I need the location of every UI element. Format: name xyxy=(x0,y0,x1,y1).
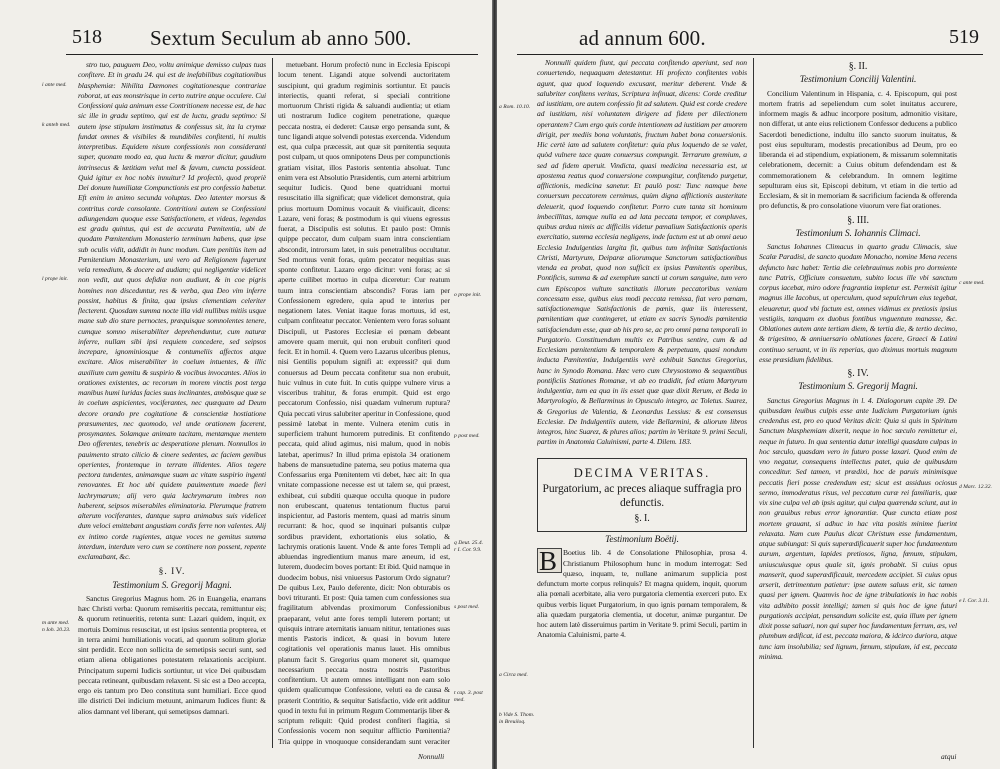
section-title: Testimonium Boëtij. xyxy=(605,535,679,545)
left-margin-note: q Deut. 25.4. r I. Cor. 9.9. xyxy=(454,540,484,553)
section-number: §. IV. xyxy=(158,567,186,578)
section-title: Testimonium S. Gregorij Magni. xyxy=(798,382,918,393)
right-column-divider xyxy=(753,58,754,748)
right-margin-note: c ante med. xyxy=(959,280,985,286)
drop-capital: B xyxy=(537,548,562,573)
truth-lead: Purgatorium, ac preces aliaque suffragia pro defunctis. xyxy=(542,482,742,509)
section-number: §. III. xyxy=(847,214,869,226)
section-number: §. II. xyxy=(848,61,868,72)
left-column-1 xyxy=(78,60,266,752)
truth-title: DECIMA VERITAS. xyxy=(573,465,711,480)
paragraph: metuebant. Horum profectò nunc in Ecclesia Episcopi locum tenent. Ligandi atque solvendi auctoritatem suscipiunt, qui gradum regiminis sortiuntur. Et paucis interiectis, quanti referat, si speciali contritione mortuorum Christi rigida & saluandi audientia; ut etiam uti nostrarum Iudice cogitem penetratione, quæque peccata nostra, ei dederet: Causæ ergo pensanda sunt, & tunc ligandi atque solvendi potestas exercenda. Videndum est, qua culpa præcessit, aut quæ sit pœnitentia sequuta post culpam, ut quos omnipotens Deus per compunctionis gratiam visitat, illos Pastoris sententia absoluat. Tunc enim vera est Absolutio Præsidentis, cum æterni arbitrium sequitur Iudicis. Quod bene quatriduani mortui resuscitatio illa significat; quæ videlicet demonstrat, quia prius mortuum Dominus vocauit & viuificauit, dicens: Lazare, veni foras; & postmodum is qui viuens egressus fuerat, a Discipulis est solutus. Et paulo post: Omnis quippe peccator, dum culpam suam intra conscientiam abscondit, introrsum latet, in suis penetralibus occultatur. Sed mortuus venit foras, quùm peccator nequitias suas sponte confitetur. Lazaro ergo dicitur: veni foras; ac si aperte cuilibet mortuo in culpa diceretur: Cur reatum tuum intra conscientiam abscondis? Foras iam per Confessionem egredere, quia apud te interius per negationem lates. Veniat itaque foras mortuus, id est, culpam confiteatur peccator. Venientem vero foras soluant Discipuli, ut Pastores Ecclesiæ ei pœnam debeant amovere quam meruit, qui non erubuit confiteri quod fecit. Et in homil. 4. Quem vero Lazarus ulceribus plenus, nisi Gentilis populum signifi at: expressit? qui dum conuersus ad Deum peccata confitetur sua non erubuit, huic vulnus in cute fuit. In cutis quippe vulnere virus a visceribus trahitur, & foras erumpit. Quid est ergo peccatorum Confessio, nisi quædam vulnerum ruptura? Quia peccati virus salubriter aperitur in Confessione, quod pessimè latebat in mente. Vulnera etenim cutis in superficiem trahunt humorem putredinis. Et confitendo peccata, quid aliud agimus, nisi malum, quod in nobis latebat, aperimus? In illud prima epistola 34 orationem habens de mansuetudine paterna, seu potius materna qua Confessarius erga Pœnitentem vti debet, hæc ait: In qua vnitate compassione necesse est ut talem se, qui præest, exhibeat, cui subditi quæque occulta quoque in pudore non erubescant, quatenus tentationum fluctus parui inspicientur, ad Pastoris mentem, quasi ad matris sinum recurrant: & hoc, quod se inquinari pulsantis culpæ sordibus prævident, exhortationis eius solatio, & lachrymis orationis lauent. Vnde & ante fores Templi ad abluendas ingredientium manus mare æneum, id est, luterem, duodecim boves portant: Et ibid. Quid namque in duodecim bobus, nisi vniuersus Pastorum Ordo signatur? De quibus Lex, Paulo deferente, dicit: Non obturabis os bovi trituranti. Et post: Quia tamen cum confessiones sua fragilitatum ablvendas proximorum Confessionibus praeparant, velut ante fores templi luterem portant; ut quisquis intrare æternitatis ianuam nititur, tentationes suas mentis Pastoris indicet, & quasi in bovum lutere cogitationis vel operationis manus lauet. His omnibus planum facit S. Gregorius quam moneret sit, quamque necessarium peccata nostra nostris Pastoribus confitentium. Ut autem omnes intelligant non eam solo quidem qualicumque Confessione, veluti ea de causa & præterit Contritio, & sequitur Satisfactio, vide erit additur quod in textu fui in primum Regum Commentarijs liber & scriptum reliquit: Quid prodest confiteri flagitia, si Confessionis vocem non sequitur afflictio Pœnitentia? Tria quippe in vnoquoque considerandam sunt veraciter xyxy=(278,60,450,746)
left-margin-note: s post med. xyxy=(454,604,480,610)
paragraph: stro tuo, pauguem Deo, voltu animique demisso culpas tuas confitere. Et in gradu 24. qui est de inefabilibus cogitationibus blasphemiæ: Nihilita Dæmones cogitationesque contrariae roborat, ut eas monstrisque in certo nutrire atque occulere. Cui Confessioni quia animum esse Contritionem necesse est, de hac sic ille in gradu septimo, qui est de luctu, gradu septimo: Si autem ipse stipulam instimatus & confessus sit, ita la crymæ fundat omnes & visibiles & mundibiles confitenti, hi multis interpretibus. Equidem nisum confessionis non consideranti super, quonam modo ea, qua luctu & mœror dicitur, gaudium intrinsecus & lætitiam velut mel & favum, cumcta possideat. Quid igitur ex hoc nobis innuitur? Id profectò, quod propriè Dei donum humiliatæ Compunctionis est pro confessio habetur. Eft enim in animo secunda voluptas. Deo latenter morsus & contritus corde consolante. Contritioni autem se Confessioni adiungendam quoque esse Satisfactionem, et videas, legendas est gradu quintus, qui est de accurata Pœnitentia, ubi de quodam Pœnitentium Monasterio terminum habens, quæ ipse sub oculis vidit, addidit in hunc modum. Cum penitiùs item ad Pœnitentium Monasterium, uni vero ad Religionem fugerunt vela remedium, & docere ad audiam; qui negligentiæ videlicet non vedit, aut quos defidiæ non audiunt, & in coe pigris homines non disceduntur, res & verba, qua Deo vim inferre possint, habitus & finita, qua ipsius clementiam celeriter flecterent. Quosdam summa nocte illa vidi nullibus mitiis usque mane sub dio stare pernoctes, præquisque somnolentes tenere, cumque somno miserabiliter deprehenduntur, cum naturæ inferre, nullam sibi ipsi requiem concedere, sed seipsos increpare, ignominiosque & contumeliis affectos atque excitare. Alios miserabiliter in coelum intuentes, & illic auxilium cum gemitu & suspirio & vocibus invocantes. Alios in orationes existentes, ac recorum in morem vinctis post terga manibus humi luridas facies suas inclinantes, ambòsque quæ se in coelum aspicientes, vociferantes, nec quæquam ad Deum decore orando pre cogitatione & conscientiæ hostiatione præsumentes, nec quomodo, vel unde orationem facerent, prosymantes. Solamque animam tacitam, mentamque mentem Deo offerentes, tenebris ac desperatione plenum. Nonnullos in pauimento strato cilicio & cinere sedentes, ac faciem genibus operientes, frontemque in terram illidentes. Alios tegere pectora tundentes, animamque suam ac vitam suspirio ingenti renovantes. Et hoc ubi quidem pauimentum maede fieri lachrymarum; alij vero quia lachrymarum imbres non haberent, seipsos miserabiles eliminatoria. Plerumque fratrem alterum vociferantes, dantque supra animabus suis videlicet dum veloci emittebant angustiam cordis ferre non valentes. Alij ex intimo corde rugientes, atque voces ne gemitus summa interdum, interdum vero cum se continere non possent, repente exclamabant, &c. xyxy=(78,60,266,561)
paragraph: Nonnulli quidem fiunt, qui peccata confitendo aperiunt, sed non conuertendo, nequaquam detestantur. Hi profecto confitentes vobis agunt, qua quod loquendo excusant, meritur deberent. Vnde & salubriter confitens veritas, Scriptura infinuat, dicens: Corde creditur ad iustitiam, ore autem confessio fit ad salutem. Quid est corde credere ad iustitiam, nisi voluntatem dirigere ad fidem per dilectionem operantem? Cum ergo quis corde intentionem ad iustitiam per amorem dirigit, per mediis bona voluntatis, fructum habet bona conuersionis. Hic certè iam ad salutem confitetur: quia plus loquendo de se valet, quòd vulnere tace quam conuersus compungit. Terrarum gremium, a sed ad fidem aperuit. Vindicta, quasi medicina necessaria est, ut apostema reatus quod conuersione compungitur, confitendo purgetur, afflictionis, medicina sanetur. Et paulò post: Tunc namque bene conuersum peccatorem cernimus, quùm digna afflictionis austeritate deleuerit, quod loquendo confitetur. Porro cum tanta sit hominum imbecillitas, tamque nulla ea ad lata peccata tempor, et compluves, quibus ardua nimis ac difficilis videtur pœnalium Satisfactionis operis exercitatio, summa ecclesia negligens, inde factum est ut ab omni aeuo Ecclesia Indulgentias largita fit, quibus tum infinitæ Satisfactionis Christi, Martyrum, Deiparæ aliorumque Sanctorum satisfactionibus vtenda ea probat, quod non sufficit ex ipsius Pœnitentis operibus, Pontificis, summa & ad exemplum sancti ut corum sanguine, tum vero cum Episcopos vultum sanctitatis illorum peccatoribus veniam concessam esse, quibus eius modi peccata remissa, fiat vero pœnam, satisfactionemque Satisfactionis de pœnis, quæ iis interessent, pœnitentiam quæ contingeret, ut etiam ex sacris Synodis pœnitentia satisfaciendum esse, quæ ab his pro se, ac pro omni pœna temporali in Purgatorio. Constituendum multis ex Patribus sentire, cum & ad Ecclesiam pœnitentiam & temporalem & perpetuam, quasi nondum inducta Pœnitentiæ, Indulgentiis verè exhibuit Sanctus Gregorius, hanc in Synodo Romana. Hæc vero cum Chrysostomo & sequentibus pontificiis Stationes Romanæ, vt ab eo tradidit, fed etiam Martyrum indulgentiæ, tum ea qua in iis esset quæ quæ dixit Rerum, et Beda in Martyrologio, & Bellarminus in Opusculo integro, ac Toletus. Suarez, & Gregorius de Valentia, & Leonardus Lessius: & est consensus Ecclesiæ. De Indulgentiis autem, vide Bellarmini, & aliorum libros integros, hinc Suarez, & plures alios; partim in Veritate 9. primi Seculi, partim in Anatomia Caluinismi, parte 4. Dilem. 183. xyxy=(537,58,747,447)
left-margin-note: t cap. 3. post med. xyxy=(454,690,483,703)
paragraph-text: Boetius lib. 4 de Consolatione Philosophiæ, prosa 4. Christianum Philosophum hunc in modum interrogat: Sed quæso, inquam, te, nullane animarum supplicia post defunctum morte corpus relinquis? Et magna quidem, inquit, quorum alia pœnali acerbitate, alia vero purgatoria clementia exerceri puto. Ex quibus verbis liquet Purgatorium, in quo ignis pœnam temporalem, & alia quædam purgatoria clementia, ut docetur, animæ purgantur. De hoc autem latè disseruimus partim in Veritate 9. primi Seculi, partim in Anatomia Caluinismi, parte 4. xyxy=(537,548,747,640)
section-title: Testimonium S. Gregorij Magni. xyxy=(112,580,232,591)
right-margin-note: a Rom. 10.10. xyxy=(499,104,531,110)
section-title: Testimonium S. Iohannis Climaci. xyxy=(795,228,921,239)
paragraph: Concilium Valentinum in Hispania, c. 4. Episcopum, qui post mortem fratris ad sepeliendum cum solet inuitatus accurere, informem magis & adhuc incorpore positum, admonitio visitare, non differat, ut ante eius relictionem Confessor deducens a publico Sacerdoti benedictione, indultu illo sancto suorum inuitatus, & post eius sepulturam, modestis precationibus ad Deum, pro eo liberanda ei ad stipendium, expiationem, & missarum solemnitatis celebrationem, decernit: a Cuius obitum defendendam est & commemorationem & celebrandum. In omnem legitime sepulturam eius sit, Episcopi debitum, vt etiam in die tertio ad Ecclesiam, & sit in memoriam & sacrificium facienda & offerenda pro defunctis, & pro consolatione viuorum vere fiat orationes. xyxy=(759,88,957,211)
section-title: Testimonium Concilij Valentini. xyxy=(799,75,917,86)
paragraph: Sanctus Gregorius Magnus in l. 4. Dialogorum capite 39. De quibusdam leuibus culpis esse ante Iudicium Purgatorium ignis credendus est, pro eo quod Veritas dicit: Quia si quis in Spiritum Sanctum blasphemiam dixerit, neque in hoc sæculo remittetur ei, neque in futuro. In qua sententia datur intelligi quasdam culpas in hoc sæculo, quasdam vero in futuro posse laxari. Quod enim de vno negatur, consequens intellectus patet, quia de quibusdam conceditur. Sed tamen, vt prædixi, hoc de paruis minimisque peccatis fieri posse credendum est; sicut est assiduus ociosus sermo, immoderatus risus, vel peccatum curæ rei familiaris, quæ vix sine culpa vel ab ipsis agitur, qui culpa quærenda sciunt, aut in non grauibus rebus error ignorantiæ. Quæ cuncta etiam post mortem grauant, si adhuc in hac vita positis minime fuerint relaxata. Nam cum Paulus dicat Christum esse fundamentum, atque subiungat: Si quis superædificauerit super hoc fundamentum aurum, argentum, lapides pretiosos, ligna, fœnum, stipulam, uniuscuiusque opus quale sit, ignis probabit. Si cuius opus manserit, quod superædificauit, mercedem accipiet. Si cuius opus arserit, detrimentum patietur: ipse autem saluus erit, sic tamen quasi per ignem. Quamvis hoc de igne tribulationis in hac nobis vita adhibito possit intelligi; tamen si quis hoc de igne futuri purgationis accipiat, pensandum solicite est, quia illum per ignem dixit posse saluari, non qui super hoc fundamentum ferrum, æs, vel plumbum ædificat, id est, peccata maiora, & idcirco duriora, atque tunc iam insolubilia; sed lignum, fœnum, stipulam, id est, peccata minima. xyxy=(759,395,957,661)
left-margin-note: l prope init. xyxy=(42,276,69,282)
right-page xyxy=(497,0,1000,769)
right-margin-note: d Marc. 12.32. xyxy=(959,484,992,490)
section-number: §. I. xyxy=(634,512,650,524)
right-column-1 xyxy=(537,58,747,752)
left-head-rule xyxy=(66,54,478,55)
right-margin-note: a Circa med. xyxy=(499,672,528,678)
right-margin-note: e I. Cor. 3.11. xyxy=(959,598,990,604)
left-margin-note: p post med. xyxy=(454,433,480,439)
catchword: Nonnulli xyxy=(418,752,445,761)
left-margin-note: i ante med. xyxy=(42,82,67,88)
left-column-2 xyxy=(278,60,450,748)
catchword: atqui xyxy=(941,752,957,761)
left-margin-note: k anteb med. xyxy=(42,122,71,128)
truth-box xyxy=(537,458,747,533)
right-running-head: ad annum 600. xyxy=(579,26,706,50)
right-head-rule xyxy=(517,54,983,55)
left-margin-note: m ante med. n Ioh. 20.23. xyxy=(42,620,71,633)
right-column-2 xyxy=(759,58,957,752)
left-margin-note: o prope init. xyxy=(454,292,482,298)
paragraph xyxy=(537,548,747,640)
left-page xyxy=(0,0,492,769)
left-column-divider xyxy=(272,58,273,748)
left-running-head: Sextum Seculum ab anno 500. xyxy=(150,26,412,50)
right-margin-note: b Vide S. Thom. in Breuiloq. xyxy=(499,712,535,725)
paragraph: Sanctus Gregorius Magnus hom. 26 in Euangelia, enarrans hæc Christi verba: Quorum remiseritis peccata, remittuntur eis; & quorum retinueritis, retenta sunt: Lazari quidem, inquit, ex mortuis Dominus resuscitat, ut est ipsius sententia propterea, et in terra animi humiliationis vocati, ad quorum solitum gloriæ sint perdidit. Ecce non sollicita de semetipsis securi sunt, sed etiam aliena obligationes potestatem relaxationis accipiunt. Principatum superni Iudicis sortiuntur, ut vice Dei quibusdam peccata retineant, quibusdam relaxent. Si sic est a Deo accepta, ergo eis tantum pro Deo constituta sunt humiliari. Ecce quod ille districti Dei indicium metuunt, animarum Iudices fiunt: & alios damnant vel liberant, qui semetipsos damnari. xyxy=(78,593,266,716)
left-folio: 518 xyxy=(72,26,102,48)
paragraph: Sanctus Iohannes Climacus in quarto gradu Climacis, siue Scalæ Paradisi, de sancto quodam Monacho, nomine Mena recens defuncto hæc habet: Tertia die celebrauimus nobis pro dormiente tunc Patris, Officium consuetum, subito locus ille vbi sanctum corpus iacebat, miro odore fragrantia impletur est. Permisit igitur magnus ille Iacobus, ut operculum, quod sepulchrum eius tegebat, eleuaretur, quod vbi factum est, omnes vidimus ex pretiosis ipsius vestigiis, tanquam ex duobus fontibus vnguentum manasse, &c. Oblationes autem ante tertiam diem, & tertia die, & tertio decimo, & trigesimo, & anniuersario oblationes facere, Graeci & Latini continuo seruant, vt in iis reperias, quo diximus mortuis magnum esse præsidium fidelibus. xyxy=(759,242,957,364)
right-folio: 519 xyxy=(949,26,979,48)
section-number: §. IV. xyxy=(847,368,869,379)
